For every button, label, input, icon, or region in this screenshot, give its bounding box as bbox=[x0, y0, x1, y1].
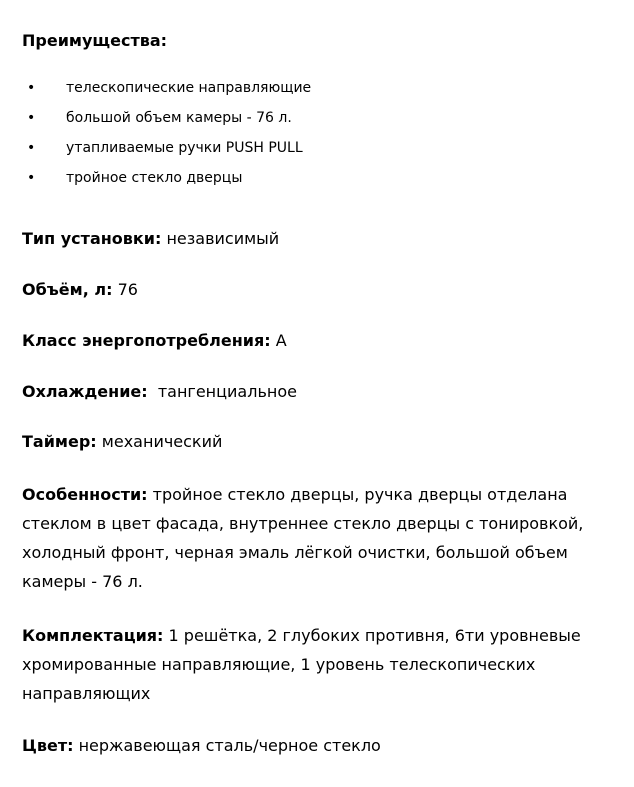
spec-value: независимый bbox=[161, 229, 280, 248]
spec-install-type bbox=[22, 224, 279, 253]
advantages-heading: Преимущества: bbox=[22, 31, 168, 50]
list-item-text: большой объем камеры - 76 л. bbox=[66, 110, 292, 126]
bullet-icon: • bbox=[27, 110, 36, 126]
list-item bbox=[22, 108, 311, 138]
spec-value: А bbox=[270, 331, 287, 350]
spec-volume bbox=[22, 275, 138, 304]
spec-value: тройное стекло дверцы, ручка дверцы отделана стеклом в цвет фасада, внутреннее стекло дверцы с тонировкой, холодный фронт, черная эмаль лёгкой очистки, большой объем камеры - 76 л. bbox=[22, 485, 584, 591]
list-item bbox=[22, 138, 311, 168]
list-item-text: утапливаемые ручки PUSH PULL bbox=[66, 140, 303, 156]
spec-features bbox=[22, 480, 622, 596]
list-item-text: телескопические направляющие bbox=[66, 80, 312, 96]
spec-cooling bbox=[22, 377, 297, 406]
spec-value: тангенциальное bbox=[147, 382, 297, 401]
spec-value: 1 решётка, 2 глубоких противня, 6ти уровневые хромированные направляющие, 1 уровень телескопических направляющих bbox=[22, 626, 581, 703]
spec-value: нержавеющая сталь/черное стекло bbox=[73, 736, 381, 755]
spec-color bbox=[22, 731, 381, 760]
spec-label: Тип установки: bbox=[22, 229, 162, 248]
bullet-icon: • bbox=[27, 140, 36, 156]
list-item bbox=[22, 78, 311, 108]
spec-label: Цвет: bbox=[22, 736, 74, 755]
spec-energy-class bbox=[22, 326, 287, 355]
spec-label: Класс энергопотребления: bbox=[22, 331, 271, 350]
bullet-icon: • bbox=[27, 170, 36, 186]
spec-label: Охлаждение: bbox=[22, 382, 148, 401]
advantages-list bbox=[22, 78, 311, 198]
spec-label: Таймер: bbox=[22, 432, 97, 451]
spec-timer bbox=[22, 427, 222, 456]
spec-label: Объём, л: bbox=[22, 280, 113, 299]
spec-value: 76 bbox=[112, 280, 138, 299]
list-item bbox=[22, 168, 311, 198]
spec-contents bbox=[22, 621, 622, 708]
bullet-icon: • bbox=[27, 80, 36, 96]
list-item-text: тройное стекло дверцы bbox=[66, 170, 243, 186]
spec-label: Комплектация: bbox=[22, 626, 164, 645]
spec-value: механический bbox=[96, 432, 223, 451]
spec-label: Особенности: bbox=[22, 485, 148, 504]
